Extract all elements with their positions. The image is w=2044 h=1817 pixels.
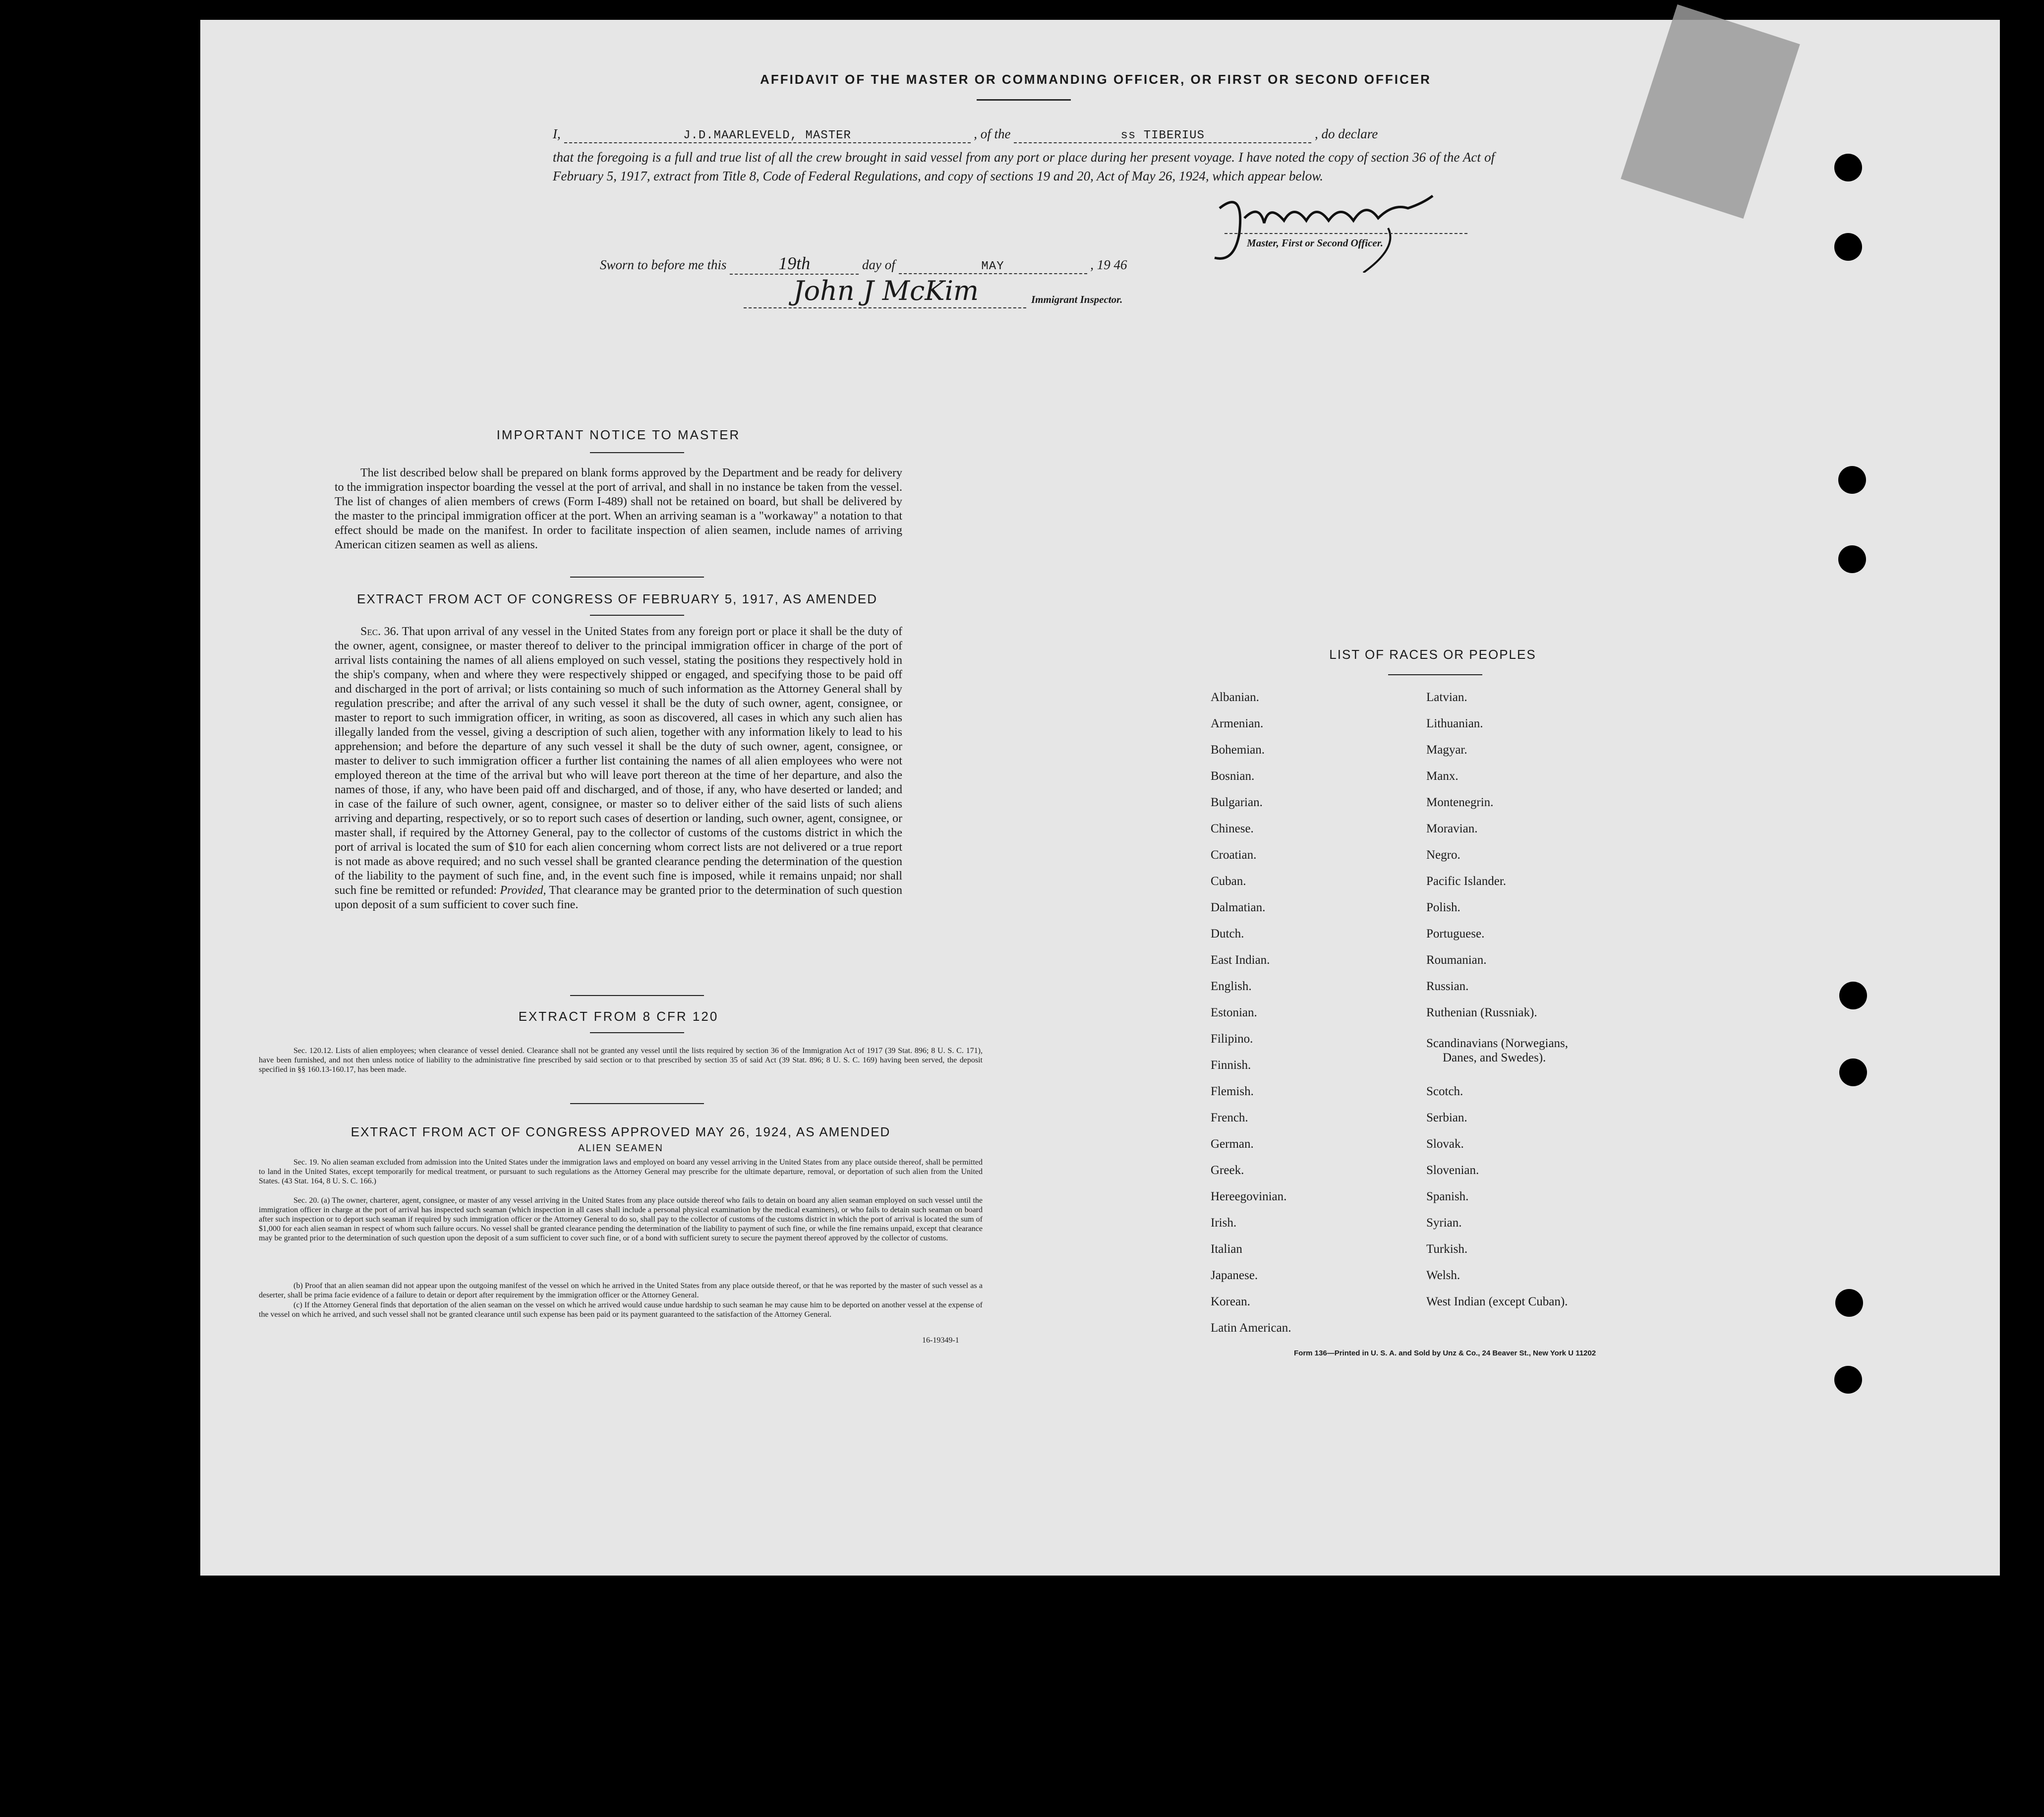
sworn-month: MAY xyxy=(899,260,1087,274)
extract-1917-body xyxy=(335,625,902,912)
extract-1917-provided: Provided, xyxy=(500,884,546,897)
race-right: Pacific Islander. xyxy=(1426,875,1507,888)
race-left: Bohemian. xyxy=(1211,743,1265,757)
extract-1924-sec19: Sec. 19. No alien seaman excluded from admission into the United States under the immigration laws and employed on board any vessel arriving in the United States from any place outside thereof, shall be permitted to land in the United States, except temporarily for medical treatment, or pursuant to such regulations as the Attorney General may prescribe for the ultimate departure, removal, or deportation of such alien from the United States. (43 Stat. 164, 8 U. S. C. 166.) xyxy=(259,1158,983,1185)
extract-1917-text-end: That clearance may be granted prior to the determination of such question upon deposit of a sum sufficient to cover such fine. xyxy=(335,884,903,911)
extract-1917-sec: Sec. 36. xyxy=(360,625,399,638)
race-right: Welsh. xyxy=(1426,1269,1460,1282)
race-right: West Indian (except Cuban). xyxy=(1426,1295,1568,1308)
race-left: Bulgarian. xyxy=(1211,796,1263,809)
punch-hole xyxy=(1834,233,1862,261)
extract-1924-sec20a: Sec. 20. (a) The owner, charterer, agent, consignee, or master of any vessel arriving in the United States from any place outside thereof who fails to detain on board any alien seaman employed on such vessel until the immigration officer in charge at the port of arrival has inspected such seaman (which inspection in all cases shall include a personal physical examination by the medical examiners), or who fails to detain such seaman on board after such inspection or to deport such seaman if required by such immigration officer or the Attorney General to do so, shall pay to the collector of customs of the customs district in which the port of arrival is located the sum of $1,000 for each alien seaman in respect of whom such failure occurs. No vessel shall be granted clearance pending the determination of the liability to payment of such fine, or while the fine remains unpaid, except that clearance may be granted prior to the determination of such question upon the deposit of a sum sufficient to cover such fine, or of a bond with sufficient surety to secure the payment thereof approved by the collector of customs. xyxy=(259,1196,983,1242)
race-left: Irish. xyxy=(1211,1216,1237,1230)
race-right: Lithuanian. xyxy=(1426,717,1483,730)
sworn-line xyxy=(600,253,1244,275)
notice-title: IMPORTANT NOTICE TO MASTER xyxy=(496,427,741,442)
race-right: Serbian. xyxy=(1426,1111,1467,1124)
punch-hole xyxy=(1834,154,1862,181)
race-left: Flemish. xyxy=(1211,1085,1254,1098)
extract-1917-rule xyxy=(590,615,684,616)
affidavit-i: I, xyxy=(553,126,561,141)
extract-cfr-rule xyxy=(590,1032,684,1033)
extract-1924-title: EXTRACT FROM ACT OF CONGRESS APPROVED MAY 26, 1924, AS AMENDED xyxy=(350,1124,891,1139)
extract-1924-subtitle: ALIEN SEAMEN xyxy=(578,1143,663,1154)
punch-hole xyxy=(1839,1058,1867,1086)
sworn-day: 19th xyxy=(730,253,859,275)
race-right: Moravian. xyxy=(1426,822,1478,835)
sworn-text: Sworn to before me this xyxy=(600,257,727,272)
race-left: French. xyxy=(1211,1111,1248,1124)
extract-1924-sec20b: (b) Proof that an alien seaman did not appear upon the outgoing manifest of the vessel on which he arrived in the United States from any place outside thereof, or that he was reported by the master of such vessel as a deserter, shall be prima facie evidence of a failure to detain or deport after requirement by the immigration officer or the Attorney General. xyxy=(259,1282,983,1299)
race-left: Dutch. xyxy=(1211,927,1244,940)
race-right-cont: Danes, and Swedes). xyxy=(1443,1051,1546,1064)
races-title: LIST OF RACES OR PEOPLES xyxy=(1329,647,1536,662)
form-code-left: 16-19349-1 xyxy=(922,1336,959,1345)
race-left: Filipino. xyxy=(1211,1032,1253,1046)
extract-cfr-body: Sec. 120.12. Lists of alien employees; when clearance of vessel denied. Clearance shall not be granted any vessel until the lists required by section 36 of the Immigration Act of 1917 (39 Stat. 896; 8 U. S. C. 171), have been furnished, and not then unless notice of liability to the administrative fine prescribed by said section or to that prescribed by section 35 of said Act (39 Stat. 896; 8 U. S. C. 169) having been served, the deposit specified in §§ 160.13-160.17, has been made. xyxy=(259,1047,983,1074)
race-left: Italian xyxy=(1211,1242,1242,1256)
race-right: Latvian. xyxy=(1426,691,1467,704)
race-left: Greek. xyxy=(1211,1164,1244,1177)
inspector-label: Immigrant Inspector. xyxy=(1031,293,1123,305)
race-right: Ruthenian (Russniak). xyxy=(1426,1006,1537,1019)
master-signature-line xyxy=(1225,233,1467,234)
inspector-signature: John J McKim xyxy=(793,275,979,306)
punch-hole xyxy=(1835,1289,1863,1317)
master-label: Master, First or Second Officer. xyxy=(1247,237,1383,249)
notice-body: The list described below shall be prepared on blank forms approved by the Department and be ready for delivery to the immigration inspector boarding the vessel at the port of arrival, and shall in no instance be taken from the vessel. The list of changes of alien members of crews (Form I-489) shall not be retained on board, but shall be delivered by the master to the principal immigration officer at the port. When an arriving seaman is a "workaway" a notation to that effect should be made on the manifest. In order to facilitate inspection of alien seamen, include names of arriving American citizen seamen as well as aliens. xyxy=(335,467,902,551)
race-right: Manx. xyxy=(1426,769,1459,783)
race-right: Montenegrin. xyxy=(1426,796,1494,809)
race-left: Japanese. xyxy=(1211,1269,1258,1282)
affidavit-title: AFFIDAVIT OF THE MASTER OR COMMANDING OFFICER, OR FIRST OR SECOND OFFICER xyxy=(760,72,1431,87)
punch-hole xyxy=(1839,982,1867,1009)
notice-title-rule xyxy=(590,452,684,453)
races-title-rule xyxy=(1388,674,1482,675)
punch-hole xyxy=(1838,545,1866,573)
sworn-year-prefix: , 19 xyxy=(1090,257,1110,272)
race-left: Finnish. xyxy=(1211,1058,1251,1072)
extract-1924-sec20c: (c) If the Attorney General finds that deportation of the alien seaman on the vessel on which he arrived would cause undue hardship to such seaman he may cause him to be deported on another vessel at the expense of the vessel on which he arrived, and such vessel shall not be granted clearance until such expense has been paid or its payment guaranteed to the satisfaction of the Attorney General. xyxy=(259,1301,983,1319)
race-left: Albanian. xyxy=(1211,691,1259,704)
affidavit-line1 xyxy=(553,126,1495,143)
inspector-signature-line xyxy=(744,307,1026,308)
race-right: Portuguese. xyxy=(1426,927,1485,940)
master-name: J.D.MAARLEVELD, MASTER xyxy=(564,129,971,143)
punch-hole xyxy=(1838,466,1866,494)
sworn-day-of: day of xyxy=(862,257,895,272)
race-right: Turkish. xyxy=(1426,1242,1468,1256)
race-left: Dalmatian. xyxy=(1211,901,1266,914)
race-right: Russian. xyxy=(1426,980,1469,993)
vessel-name: ss TIBERIUS xyxy=(1014,129,1311,143)
race-left: Korean. xyxy=(1211,1295,1250,1308)
extract-1917-end-rule xyxy=(570,995,704,996)
race-left: Bosnian. xyxy=(1211,769,1255,783)
race-left: English. xyxy=(1211,980,1252,993)
race-right: Slovak. xyxy=(1426,1137,1464,1151)
race-left: Armenian. xyxy=(1211,717,1264,730)
race-left: Estonian. xyxy=(1211,1006,1257,1019)
race-right: Scotch. xyxy=(1426,1085,1463,1098)
race-left: Latin American. xyxy=(1211,1321,1291,1335)
race-left: East Indian. xyxy=(1211,953,1270,967)
extract-cfr-end-rule xyxy=(570,1103,704,1104)
race-right: Syrian. xyxy=(1426,1216,1462,1230)
extract-1917-title: EXTRACT FROM ACT OF CONGRESS OF FEBRUARY 5, 1917, AS AMENDED xyxy=(357,591,877,606)
affidavit-body: that the foregoing is a full and true list of all the crew brought in said vessel from any port or place during her present voyage. I have noted the copy of section 36 of the Act of February 5, 1917, extract from Title 8, Code of Federal Regulations, and copy of sections 19 and 20, Act of May 26, 1924, which appear below. xyxy=(553,150,1495,183)
race-right: Negro. xyxy=(1426,848,1460,862)
race-right: Magyar. xyxy=(1426,743,1467,757)
notice-end-rule xyxy=(570,577,704,578)
race-right: Scandinavians (Norwegians, xyxy=(1426,1037,1569,1050)
race-right: Slovenian. xyxy=(1426,1164,1479,1177)
affidavit-of-the: , of the xyxy=(974,126,1011,141)
race-right: Spanish. xyxy=(1426,1190,1469,1203)
race-right: Roumanian. xyxy=(1426,953,1487,967)
punch-hole xyxy=(1834,1366,1862,1394)
affidavit-title-rule xyxy=(977,99,1071,101)
sworn-year: 46 xyxy=(1113,257,1127,272)
race-left: Hereegovinian. xyxy=(1211,1190,1287,1203)
race-left: Cuban. xyxy=(1211,875,1246,888)
race-left: German. xyxy=(1211,1137,1254,1151)
form-note: Form 136—Printed in U. S. A. and Sold by Unz & Co., 24 Beaver St., New York U 11202 xyxy=(1294,1349,1596,1357)
race-left: Chinese. xyxy=(1211,822,1254,835)
extract-1917-text: That upon arrival of any vessel in the United States from any foreign port or place it shall be the duty of the owner, agent, consignee, or master thereof to deliver to the principal immigration officer in charge of the port of arrival lists containing the names of all aliens employed on such vessel, stating the positions they respectively hold in the ship's company, when and where they were respectively shipped or engaged, and specifying those to be paid off and discharged in the port of arrival; or lists containing so much of such information as the Attorney General shall by regulation prescribe; and after the arrival of any such vessel it shall be the duty of such owner, agent, consignee, or master to report to such immigration officer, in writing, as soon as discovered, all cases in which any such alien has illegally landed from the vessel, giving a description of such alien, together with any information likely to lead to his apprehension; and before the departure of any such vessel it shall be the duty of such owner, agent, consignee, or master to deliver to such immigration officer a further list containing the names of all alien employees who were not employed thereon at the time of the arrival but who will leave port thereon at the time of her departure, and also the names of those, if any, who have been paid off and discharged, and of those, if any, who have deserted or landed; and in case of the failure of such owner, agent, consignee, or master so to deliver either of the said lists of such aliens arriving and departing, respectively, or so to report such cases of desertion or landing, such owner, agent, consignee, or master shall, if required by the Attorney General, pay to the collector of customs of the customs district in which the port of arrival is located the sum of $10 for each alien concerning whom correct lists are not delivered or a true report is not made as above required; and no such vessel shall be granted clearance pending the determination of the question of the liability to the payment of such fine, and, in the event such fine is imposed, while it remains unpaid; nor shall such fine be remitted or refunded: xyxy=(335,625,902,897)
race-left: Croatian. xyxy=(1211,848,1257,862)
race-right: Polish. xyxy=(1426,901,1460,914)
affidavit-do-declare: , do declare xyxy=(1315,126,1378,141)
extract-cfr-title: EXTRACT FROM 8 CFR 120 xyxy=(518,1009,719,1024)
